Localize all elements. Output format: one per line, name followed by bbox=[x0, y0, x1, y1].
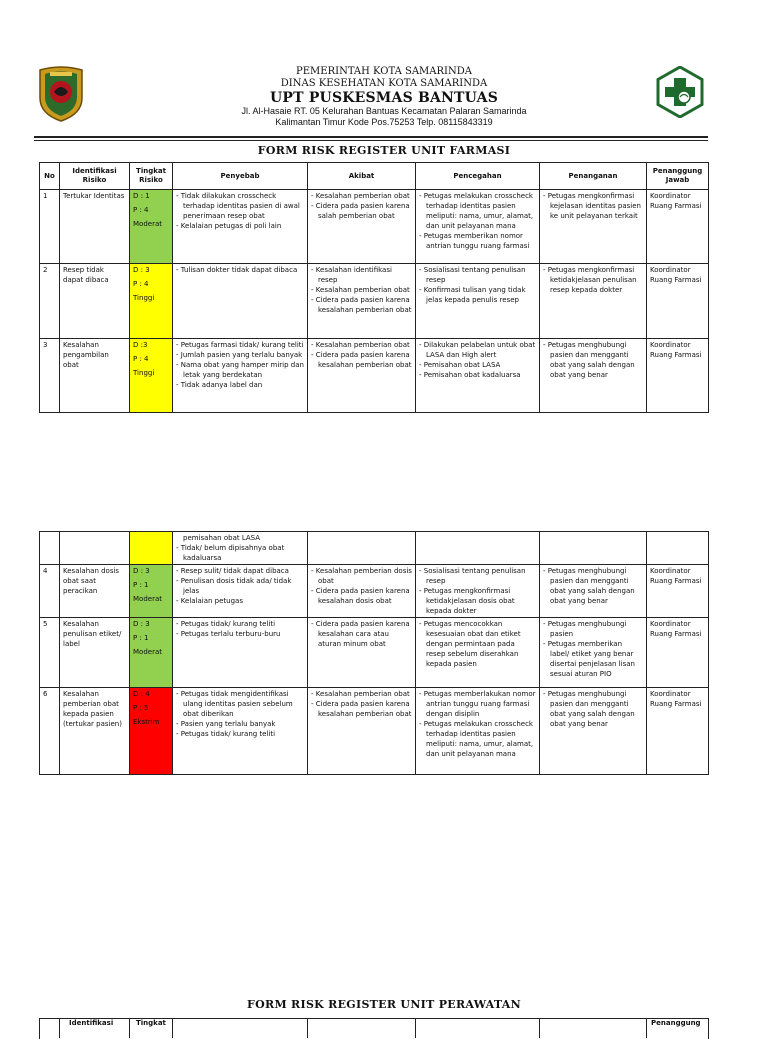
letterhead bbox=[0, 66, 768, 128]
risk-level-label: Ekstrim bbox=[133, 718, 160, 726]
list-item: - Tidak adanya label dan bbox=[176, 380, 304, 390]
cell-pj: Koordinator Ruang Farmasi bbox=[647, 688, 709, 775]
cell-pencegahan bbox=[416, 688, 540, 775]
cell-penyebab bbox=[173, 532, 308, 565]
list-item: - Petugas melakukan crosscheck terhadap identitas pasien meliputi: nama, umur, alamat, dan unit pelayanan mana bbox=[419, 719, 536, 759]
cell-pj: Koordinator Ruang Farmasi bbox=[647, 190, 709, 264]
list-item: - Petugas tidak/ kurang teliti bbox=[176, 619, 304, 629]
list-item: - Kesalahan pemberian obat bbox=[311, 340, 412, 350]
list-item: - Kesalahan pemberian obat bbox=[311, 689, 412, 699]
letterhead-rule-thin bbox=[34, 140, 708, 141]
cell-akibat bbox=[308, 339, 416, 413]
cell-akibat bbox=[308, 190, 416, 264]
form-title: FORM RISK REGISTER UNIT FARMASI bbox=[257, 144, 511, 157]
list-item: - Petugas menghubungi pasien dan mengganti obat yang salah dengan obat yang benar bbox=[543, 689, 643, 729]
cell-akibat bbox=[308, 264, 416, 339]
list-item: - Cidera pada pasien karena kesalahan cara atau aturan minum obat bbox=[311, 619, 412, 649]
cell-risk-level bbox=[130, 339, 173, 413]
list-item: - Petugas memberlakukan nomor antrian tunggu ruang farmasi dengan disiplin bbox=[419, 689, 536, 719]
cell-pencegahan bbox=[416, 190, 540, 264]
list-item: - Kesalahan identifikasi resep bbox=[311, 265, 412, 285]
cell-no: 3 bbox=[40, 339, 60, 413]
cell-penyebab bbox=[173, 264, 308, 339]
list-item: - Petugas melakukan crosscheck terhadap identitas pasien meliputi: nama, umur, alamat, dan unit pelayanan mana bbox=[419, 191, 536, 231]
cell-akibat bbox=[308, 565, 416, 618]
cell-pj: Koordinator Ruang Farmasi bbox=[647, 565, 709, 618]
list-item: - Petugas terlalu terburu-buru bbox=[176, 629, 304, 639]
next-table-header-cut bbox=[39, 1018, 707, 1038]
next-form-title: FORM RISK REGISTER UNIT PERAWATAN bbox=[247, 998, 521, 1011]
cell-risk-level bbox=[130, 688, 173, 775]
table-row bbox=[40, 339, 709, 413]
risk-register-table bbox=[39, 162, 709, 413]
cell-pj: Koordinator Ruang Farmasi bbox=[647, 339, 709, 413]
cell-pencegahan bbox=[416, 565, 540, 618]
list-item: - Sosialisasi tentang penulisan resep bbox=[419, 265, 536, 285]
cell-risk-level bbox=[130, 532, 173, 565]
list-item: - Petugas mengkonfirmasi kejelasan identitas pasien ke unit pelayanan terkait bbox=[543, 191, 643, 221]
cell-penanganan bbox=[540, 190, 647, 264]
list-item: - Petugas mengkonfirmasi ketidakjelasan penulisan resep kepada dokter bbox=[543, 265, 643, 295]
cell-pj: Koordinator Ruang Farmasi bbox=[647, 618, 709, 688]
letterhead-line-dept: DINAS KESEHATAN KOTA SAMARINDA bbox=[280, 78, 488, 89]
cell-risk-level bbox=[130, 264, 173, 339]
cell-no: 6 bbox=[40, 688, 60, 775]
list-item: - Cidera pada pasien karena kesalahan pemberian obat bbox=[311, 699, 412, 719]
list-item: - Cidera pada pasien karena kesalahan pemberian obat bbox=[311, 350, 412, 370]
risk-d: D : 3 bbox=[133, 266, 150, 274]
cell-akibat bbox=[308, 688, 416, 775]
risk-level-label: Moderat bbox=[133, 648, 162, 656]
cell-penyebab bbox=[173, 565, 308, 618]
risk-d: D : 1 bbox=[133, 192, 150, 200]
list-item: - Kelalaian petugas bbox=[176, 596, 304, 606]
cell-no: 5 bbox=[40, 618, 60, 688]
list-item: - Petugas menghubungi pasien bbox=[543, 619, 643, 639]
cell-identifikasi: Tertukar Identitas bbox=[60, 190, 130, 264]
cell-pencegahan bbox=[416, 264, 540, 339]
cell-penanganan bbox=[540, 618, 647, 688]
table-row-continuation bbox=[40, 532, 709, 565]
list-item: - Konfirmasi tulisan yang tidak jelas kepada penulis resep bbox=[419, 285, 536, 305]
list-item: - Jumlah pasien yang terlalu banyak bbox=[176, 350, 304, 360]
list-item: - Cidera pada pasien karena kesalahan pemberian obat bbox=[311, 295, 412, 315]
cell-penyebab bbox=[173, 688, 308, 775]
col-header-pencegahan: Pencegahan bbox=[416, 163, 540, 190]
list-item: - Tidak/ belum dipisahnya obat kadaluarsa bbox=[176, 543, 304, 563]
continued-text: pemisahan obat LASA bbox=[183, 534, 261, 542]
risk-register-table-continued bbox=[39, 531, 709, 775]
cell-penanganan bbox=[540, 339, 647, 413]
table-row bbox=[40, 618, 709, 688]
table-row bbox=[40, 565, 709, 618]
next-col-tingkat: Tingkat bbox=[136, 1019, 166, 1027]
list-item: - Kelalaian petugas di poli lain bbox=[176, 221, 304, 231]
cell-identifikasi: Resep tidak dapat dibaca bbox=[60, 264, 130, 339]
cell-pj: Koordinator Ruang Farmasi bbox=[647, 264, 709, 339]
cell-identifikasi: Kesalahan penulisan etiket/ label bbox=[60, 618, 130, 688]
table-header-row bbox=[40, 163, 709, 190]
risk-p: P : 1 bbox=[133, 581, 149, 589]
letterhead-rule-thick bbox=[34, 136, 708, 138]
list-item: - Petugas mengkonfirmasi ketidakjelasan dosis obat kepada dokter bbox=[419, 586, 536, 616]
table-row bbox=[40, 264, 709, 339]
cell-identifikasi: Kesalahan pengambilan obat bbox=[60, 339, 130, 413]
letterhead-line-gov: PEMERINTAH KOTA SAMARINDA bbox=[296, 66, 472, 77]
col-header-akibat: Akibat bbox=[308, 163, 416, 190]
list-item: - Kesalahan pemberian dosis obat bbox=[311, 566, 412, 586]
list-item: - Cidera pada pasien karena salah pemberian obat bbox=[311, 201, 412, 221]
list-item: - Petugas tidak mengidentifikasi ulang identitas pasien sebelum obat diberikan bbox=[176, 689, 304, 719]
risk-level-label: Tinggi bbox=[133, 294, 155, 302]
letterhead-line-unit: UPT PUSKESMAS BANTUAS bbox=[269, 90, 499, 106]
list-item: - Tulisan dokter tidak dapat dibaca bbox=[176, 265, 304, 275]
risk-p: P : 1 bbox=[133, 634, 149, 642]
list-item: - Petugas mencocokkan kesesuaian obat dan etiket dengan permintaan pada resep sebelum diserahkan kepada pasien bbox=[419, 619, 536, 669]
cell-penanganan bbox=[540, 264, 647, 339]
risk-d: D : 3 bbox=[133, 620, 150, 628]
list-item: - Petugas menghubungi pasien dan mengganti obat yang salah dengan obat yang benar bbox=[543, 340, 643, 380]
cell-penanganan bbox=[540, 565, 647, 618]
risk-level-label: Moderat bbox=[133, 220, 162, 228]
cell-risk-level bbox=[130, 618, 173, 688]
next-col-identifikasi: Identifikasi bbox=[69, 1019, 114, 1027]
cell-no: 2 bbox=[40, 264, 60, 339]
col-header-pj: Penanggung Jawab bbox=[647, 163, 709, 190]
risk-p: P : 4 bbox=[133, 206, 149, 214]
list-item: - Resep sulit/ tidak dapat dibaca bbox=[176, 566, 304, 576]
list-item: - Petugas tidak/ kurang teliti bbox=[176, 729, 304, 739]
list-item: - Pemisahan obat kadaluarsa bbox=[419, 370, 536, 380]
list-item: - Pasien yang terlalu banyak bbox=[176, 719, 304, 729]
risk-p: P : 4 bbox=[133, 280, 149, 288]
cell-risk-level bbox=[130, 565, 173, 618]
list-item: - Petugas farmasi tidak/ kurang teliti bbox=[176, 340, 304, 350]
risk-level-label: Moderat bbox=[133, 595, 162, 603]
table-row bbox=[40, 190, 709, 264]
table-row bbox=[40, 688, 709, 775]
next-col-pj: Penanggung bbox=[651, 1019, 701, 1027]
risk-p: P : 5 bbox=[133, 704, 149, 712]
cell-akibat bbox=[308, 618, 416, 688]
cell-identifikasi: Kesalahan dosis obat saat peracikan bbox=[60, 565, 130, 618]
cell-penyebab bbox=[173, 339, 308, 413]
list-item: - Pemisahan obat LASA bbox=[419, 360, 536, 370]
col-header-no: No bbox=[40, 163, 60, 190]
risk-d: D :3 bbox=[133, 341, 148, 349]
list-item: - Kesalahan pemberian obat bbox=[311, 285, 412, 295]
letterhead-contact: Kalimantan Timur Kode Pos.75253 Telp. 08115843319 bbox=[275, 117, 493, 127]
list-item: - Tidak dilakukan crosscheck terhadap identitas pasien di awal penerimaan resep obat bbox=[176, 191, 304, 221]
risk-d: D : 4 bbox=[133, 690, 150, 698]
col-header-tingkat: Tingkat Risiko bbox=[130, 163, 173, 190]
cell-pencegahan bbox=[416, 618, 540, 688]
list-item: - Petugas memberikan label/ etiket yang benar disertai penjelasan lisan sesuai aturan PIO bbox=[543, 639, 643, 679]
cell-penyebab bbox=[173, 618, 308, 688]
cell-pencegahan bbox=[416, 339, 540, 413]
risk-level-label: Tinggi bbox=[133, 369, 155, 377]
cell-no: 4 bbox=[40, 565, 60, 618]
list-item: - Petugas menghubungi pasien dan mengganti obat yang salah dengan obat yang benar bbox=[543, 566, 643, 606]
list-item: - Cidera pada pasien karena kesalahan dosis obat bbox=[311, 586, 412, 606]
cell-no: 1 bbox=[40, 190, 60, 264]
cell-penyebab bbox=[173, 190, 308, 264]
list-item: - Petugas memberikan nomor antrian tunggu ruang farmasi bbox=[419, 231, 536, 251]
list-item: - Kesalahan pemberian obat bbox=[311, 191, 412, 201]
risk-p: P : 4 bbox=[133, 355, 149, 363]
col-header-penyebab: Penyebab bbox=[173, 163, 308, 190]
list-item: - Dilakukan pelabelan untuk obat LASA dan High alert bbox=[419, 340, 536, 360]
cell-risk-level bbox=[130, 190, 173, 264]
col-header-penanganan: Penanganan bbox=[540, 163, 647, 190]
letterhead-address: Jl. Al-Hasaie RT. 05 Kelurahan Bantuas Kecamatan Palaran Samarinda bbox=[241, 106, 527, 116]
risk-d: D : 3 bbox=[133, 567, 150, 575]
list-item: - Sosialisasi tentang penulisan resep bbox=[419, 566, 536, 586]
list-item: - Penulisan dosis tidak ada/ tidak jelas bbox=[176, 576, 304, 596]
cell-penanganan bbox=[540, 688, 647, 775]
cell-identifikasi: Kesalahan pemberian obat kepada pasien (tertukar pasien) bbox=[60, 688, 130, 775]
col-header-identifikasi: Identifikasi Risiko bbox=[60, 163, 130, 190]
list-item: - Nama obat yang hamper mirip dan letak yang berdekatan bbox=[176, 360, 304, 380]
